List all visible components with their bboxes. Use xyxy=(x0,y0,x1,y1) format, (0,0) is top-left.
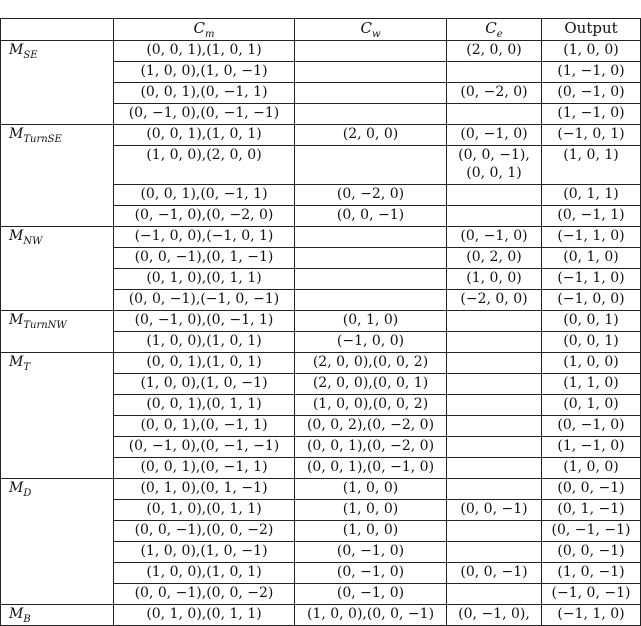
table-row xyxy=(1,374,641,395)
group-label-sub: SE xyxy=(23,49,38,61)
cell-ce xyxy=(447,521,542,542)
table-row xyxy=(1,41,641,62)
cell-ce xyxy=(447,62,542,83)
header-ce xyxy=(447,19,542,41)
group-label-base: M xyxy=(9,312,24,328)
cell-ce: (1, 0, 0) xyxy=(447,269,542,290)
cell-ce xyxy=(447,479,542,500)
cell-ce: (0, −1, 0) xyxy=(447,227,542,248)
group-label-continuation xyxy=(1,332,114,353)
group-label-continuation xyxy=(1,374,114,395)
cell-ce xyxy=(447,437,542,458)
table-row xyxy=(1,500,641,521)
group-label xyxy=(1,605,114,626)
cell-output: (0, 1, 0) xyxy=(542,248,641,269)
cell-ce xyxy=(447,185,542,206)
cell-ce xyxy=(447,332,542,353)
header-cw xyxy=(295,19,447,41)
group-label xyxy=(1,41,114,62)
cell-cm: (0, 1, 0),(0, 1, −1) xyxy=(114,479,295,500)
cell-output: (0, −1, 0) xyxy=(542,83,641,104)
table-row xyxy=(1,416,641,437)
cell-ce xyxy=(447,353,542,374)
cell-cm: (0, 0, 1),(0, −1, 1) xyxy=(114,83,295,104)
cell-cw: (1, 0, 0) xyxy=(295,479,447,500)
rules-table xyxy=(0,18,641,626)
group-label xyxy=(1,311,114,332)
cell-cm: (1, 0, 0),(2, 0, 0) xyxy=(114,146,295,185)
cell-ce: (0, 0, −1) xyxy=(447,500,542,521)
group-label-sub: D xyxy=(23,487,32,499)
group-label-continuation xyxy=(1,62,114,83)
cell-ce xyxy=(447,311,542,332)
header-corner xyxy=(1,19,114,41)
cell-cw: (1, 0, 0),(0, 0, −1) xyxy=(295,605,447,626)
header-row xyxy=(1,19,641,41)
group-label-sub: T xyxy=(23,361,31,373)
cell-output: (−1, 1, 0) xyxy=(542,227,641,248)
cell-cw: (2, 0, 0),(0, 0, 2) xyxy=(295,353,447,374)
table-row xyxy=(1,479,641,500)
table-row xyxy=(1,290,641,311)
group-label xyxy=(1,479,114,500)
cell-ce xyxy=(447,458,542,479)
group-label-continuation xyxy=(1,416,114,437)
cell-cw: (0, −1, 0) xyxy=(295,542,447,563)
cell-cw xyxy=(295,62,447,83)
cell-output: (1, 0, 0) xyxy=(542,41,641,62)
cell-output: (1, 0, −1) xyxy=(542,563,641,584)
table-row xyxy=(1,206,641,227)
cell-cw: (−1, 0, 0) xyxy=(295,332,447,353)
cell-ce xyxy=(447,104,542,125)
table-row xyxy=(1,521,641,542)
group-label-continuation xyxy=(1,290,114,311)
cell-cm: (0, 0, −1),(0, 0, −2) xyxy=(114,584,295,605)
group-label-continuation xyxy=(1,269,114,290)
cell-cw xyxy=(295,146,447,185)
cell-output: (1, 0, 1) xyxy=(542,146,641,185)
header-ce-sub: e xyxy=(496,29,503,40)
cell-cm: (0, 0, 1),(1, 0, 1) xyxy=(114,41,295,62)
header-cm xyxy=(114,19,295,41)
group-label-sub: TurnNW xyxy=(23,319,67,331)
header-cm-sub: m xyxy=(205,29,215,40)
cell-ce xyxy=(447,374,542,395)
cell-cm: (0, 0, −1),(−1, 0, −1) xyxy=(114,290,295,311)
cell-cw xyxy=(295,41,447,62)
cell-output: (0, 0, 1) xyxy=(542,332,641,353)
table-row xyxy=(1,146,641,185)
group-label-continuation xyxy=(1,248,114,269)
cell-output: (−1, 0, 0) xyxy=(542,290,641,311)
group-label-continuation xyxy=(1,563,114,584)
cell-cm: (0, 0, −1),(0, 1, −1) xyxy=(114,248,295,269)
cell-cw: (0, 0, 1),(0, −2, 0) xyxy=(295,437,447,458)
table-row xyxy=(1,563,641,584)
header-cm-base: C xyxy=(193,19,205,37)
cell-cm: (0, 0, 1),(1, 0, 1) xyxy=(114,125,295,146)
table-row xyxy=(1,62,641,83)
cell-cm: (1, 0, 0),(1, 0, −1) xyxy=(114,542,295,563)
group-label-continuation xyxy=(1,395,114,416)
cell-cw: (1, 0, 0),(0, 0, 2) xyxy=(295,395,447,416)
cell-ce xyxy=(447,395,542,416)
table-row xyxy=(1,395,641,416)
table-row xyxy=(1,542,641,563)
group-label-continuation xyxy=(1,104,114,125)
cell-ce: (0, −1, 0), xyxy=(447,605,542,626)
cell-cm: (1, 0, 0),(1, 0, 1) xyxy=(114,332,295,353)
table-row xyxy=(1,458,641,479)
table-row xyxy=(1,584,641,605)
cell-cw: (0, −2, 0) xyxy=(295,185,447,206)
header-cw-base: C xyxy=(360,19,372,37)
cell-output: (1, 0, 0) xyxy=(542,353,641,374)
group-label-continuation xyxy=(1,83,114,104)
cell-ce xyxy=(447,206,542,227)
table-row xyxy=(1,605,641,626)
cell-output: (−1, 1, 0) xyxy=(542,269,641,290)
group-label-continuation xyxy=(1,206,114,227)
cell-cm: (1, 0, 0),(1, 0, 1) xyxy=(114,563,295,584)
group-label-continuation xyxy=(1,500,114,521)
cell-cw xyxy=(295,227,447,248)
cell-output: (1, 0, 0) xyxy=(542,458,641,479)
cell-cm: (0, 0, 1),(0, −1, 1) xyxy=(114,416,295,437)
group-label-base: M xyxy=(9,228,24,244)
table-row xyxy=(1,185,641,206)
cell-ce: (0, −2, 0) xyxy=(447,83,542,104)
cell-output: (0, 1, −1) xyxy=(542,500,641,521)
cell-cw xyxy=(295,83,447,104)
cell-ce: (0, 2, 0) xyxy=(447,248,542,269)
cell-cw xyxy=(295,248,447,269)
table-row xyxy=(1,437,641,458)
group-label-continuation xyxy=(1,437,114,458)
cell-cw: (0, −1, 0) xyxy=(295,584,447,605)
group-label xyxy=(1,353,114,374)
group-label-base: M xyxy=(9,606,24,622)
group-label-base: M xyxy=(9,42,24,58)
group-label-sub: B xyxy=(23,613,31,625)
cell-ce xyxy=(447,584,542,605)
cell-cm: (0, −1, 0),(0, −2, 0) xyxy=(114,206,295,227)
table-row xyxy=(1,125,641,146)
cell-output: (0, 0, −1) xyxy=(542,479,641,500)
cell-output: (0, −1, 1) xyxy=(542,206,641,227)
group-label-base: M xyxy=(9,480,24,496)
cell-cw xyxy=(295,290,447,311)
group-label-continuation xyxy=(1,584,114,605)
cell-output: (1, −1, 0) xyxy=(542,104,641,125)
table-row xyxy=(1,83,641,104)
group-label-continuation xyxy=(1,146,114,185)
table-row xyxy=(1,248,641,269)
cell-cw xyxy=(295,104,447,125)
cell-ce: (−2, 0, 0) xyxy=(447,290,542,311)
cell-cm: (0, −1, 0),(0, −1, 1) xyxy=(114,311,295,332)
cell-cm: (−1, 0, 0),(−1, 0, 1) xyxy=(114,227,295,248)
group-label xyxy=(1,227,114,248)
group-label-base: M xyxy=(9,354,24,370)
cell-cm: (0, 0, −1),(0, 0, −2) xyxy=(114,521,295,542)
table-row xyxy=(1,227,641,248)
cell-cw: (1, 0, 0) xyxy=(295,500,447,521)
cell-cm: (0, 0, 1),(0, 1, 1) xyxy=(114,395,295,416)
cell-output: (0, 0, 1) xyxy=(542,311,641,332)
cell-cm: (0, 1, 0),(0, 1, 1) xyxy=(114,500,295,521)
group-label-base: M xyxy=(9,126,24,142)
table-row xyxy=(1,104,641,125)
table-row xyxy=(1,269,641,290)
cell-output: (0, 1, 1) xyxy=(542,185,641,206)
cell-cw: (0, 0, −1) xyxy=(295,206,447,227)
cell-cw xyxy=(295,269,447,290)
cell-cm: (0, −1, 0),(0, −1, −1) xyxy=(114,437,295,458)
table-row xyxy=(1,311,641,332)
cell-cm: (1, 0, 0),(1, 0, −1) xyxy=(114,374,295,395)
cell-cw: (1, 0, 0) xyxy=(295,521,447,542)
cell-ce: (0, −1, 0) xyxy=(447,125,542,146)
cell-cm: (0, 0, 1),(1, 0, 1) xyxy=(114,353,295,374)
cell-ce: (0, 0, −1), (0, 0, 1) xyxy=(447,146,542,185)
cell-cm: (0, −1, 0),(0, −1, −1) xyxy=(114,104,295,125)
header-cw-sub: w xyxy=(371,29,381,40)
cell-ce xyxy=(447,416,542,437)
table-row xyxy=(1,353,641,374)
cell-output: (1, 1, 0) xyxy=(542,374,641,395)
table-row xyxy=(1,332,641,353)
cell-cm: (0, 0, 1),(0, −1, 1) xyxy=(114,185,295,206)
group-label-continuation xyxy=(1,458,114,479)
group-label-continuation xyxy=(1,185,114,206)
header-ce-base: C xyxy=(485,19,497,37)
group-label xyxy=(1,125,114,146)
cell-output: (0, −1, 0) xyxy=(542,416,641,437)
cell-cm: (0, 0, 1),(0, −1, 1) xyxy=(114,458,295,479)
cell-cm: (0, 1, 0),(0, 1, 1) xyxy=(114,605,295,626)
cell-cw: (0, −1, 0) xyxy=(295,563,447,584)
table-body xyxy=(1,41,641,626)
cell-ce xyxy=(447,542,542,563)
cell-output: (0, −1, −1) xyxy=(542,521,641,542)
cell-cw: (0, 0, 1),(0, −1, 0) xyxy=(295,458,447,479)
cell-cm: (0, 1, 0),(0, 1, 1) xyxy=(114,269,295,290)
cell-output: (1, −1, 0) xyxy=(542,62,641,83)
group-label-sub: NW xyxy=(23,235,43,247)
group-label-sub: TurnSE xyxy=(23,133,62,145)
cell-output: (0, 0, −1) xyxy=(542,542,641,563)
cell-ce: (0, 0, −1) xyxy=(447,563,542,584)
cell-cw: (0, 1, 0) xyxy=(295,311,447,332)
cell-cw: (2, 0, 0),(0, 0, 1) xyxy=(295,374,447,395)
cell-output: (0, 1, 0) xyxy=(542,395,641,416)
cell-ce: (2, 0, 0) xyxy=(447,41,542,62)
cell-cm: (1, 0, 0),(1, 0, −1) xyxy=(114,62,295,83)
group-label-continuation xyxy=(1,542,114,563)
cell-cw: (2, 0, 0) xyxy=(295,125,447,146)
cell-output: (−1, 0, −1) xyxy=(542,584,641,605)
cell-output: (1, −1, 0) xyxy=(542,437,641,458)
header-output: Output xyxy=(542,19,641,41)
cell-output: (−1, 1, 0) xyxy=(542,605,641,626)
cell-cw: (0, 0, 2),(0, −2, 0) xyxy=(295,416,447,437)
group-label-continuation xyxy=(1,521,114,542)
cell-output: (−1, 0, 1) xyxy=(542,125,641,146)
